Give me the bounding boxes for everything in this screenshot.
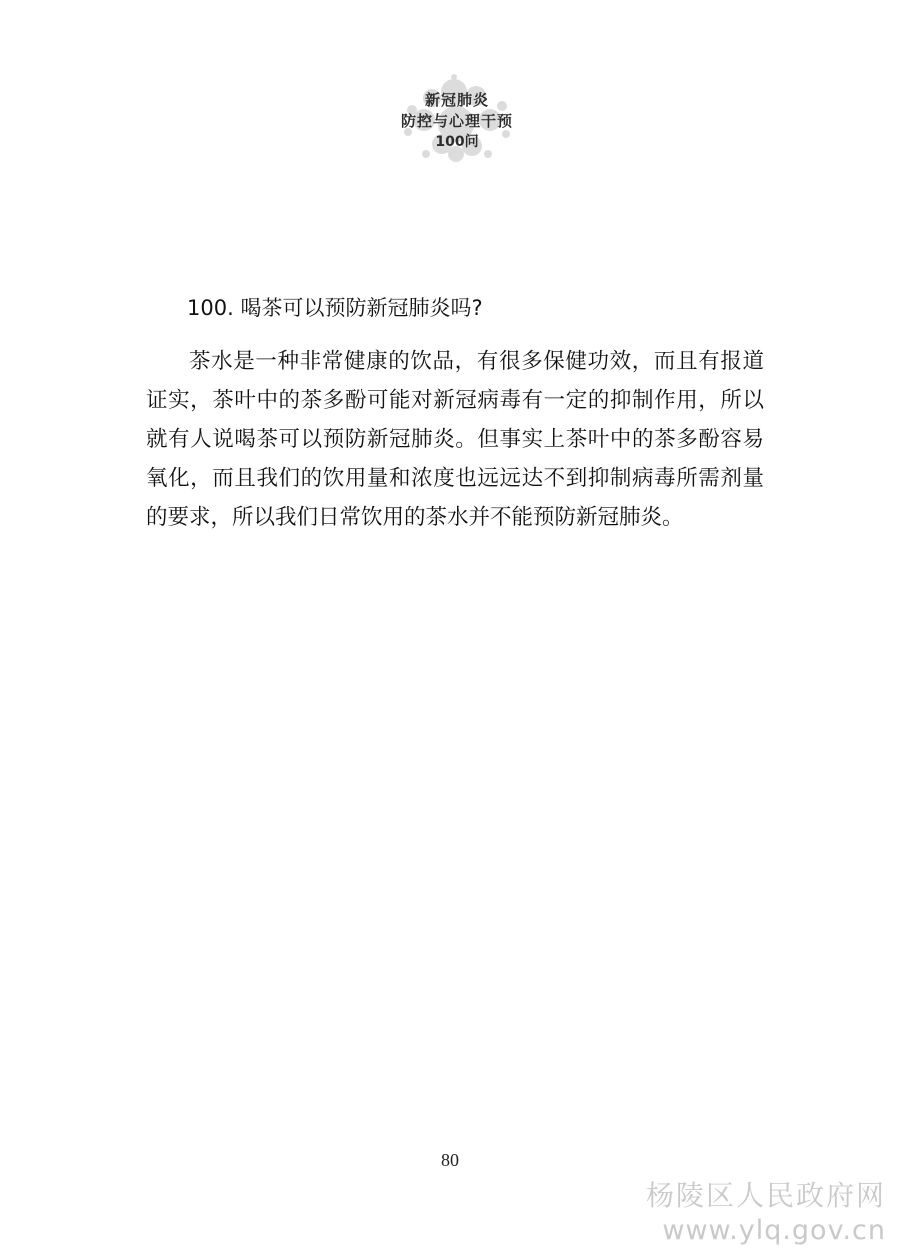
answer-paragraph: 茶水是一种非常健康的饮品，有很多保健功效，而且有报道证实，茶叶中的茶多酚可能对新冠病毒有一定的抑制作用，所以就有人说喝茶可以预防新冠肺炎。但事实上茶叶中的茶多酚容易氧化，而且我们的饮用量和浓度也远远达不到抑制病毒所需剂量的要求，所以我们日常饮用的茶水并不能预防新冠肺炎。	[146, 349, 764, 530]
logo-title-line1: 新冠肺炎	[424, 91, 489, 109]
watermark	[646, 1178, 886, 1248]
logo-title-line3: 100问	[435, 134, 479, 150]
watermark-url: www.ylq.gov.cn	[662, 1215, 886, 1246]
watermark-site-name: 杨陵区人民政府网	[645, 1179, 886, 1212]
book-logo	[372, 74, 542, 166]
question-heading	[187, 292, 747, 322]
page-number: 80	[441, 1150, 459, 1170]
question-text: 喝茶可以预防新冠肺炎吗?	[240, 296, 483, 320]
question-number: 100.	[187, 296, 234, 320]
logo-title-line2: 防控与心理干预	[400, 112, 513, 130]
